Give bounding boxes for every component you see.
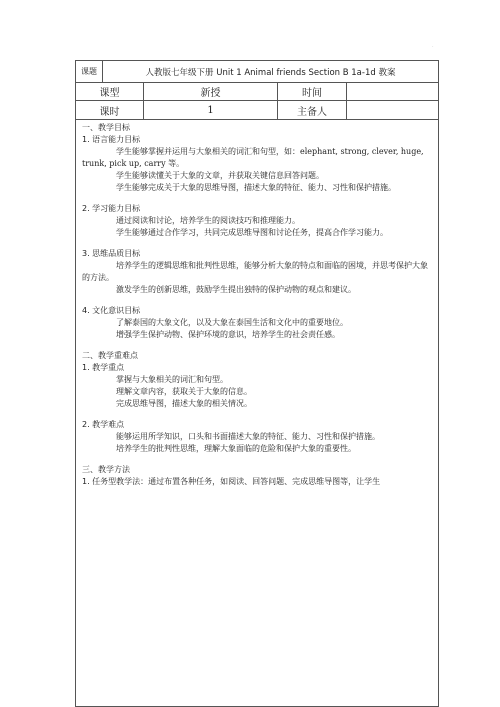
paragraph: 学生能够读懂关于大象的文章，并获取关键信息回答问题。 — [116, 171, 324, 180]
paragraph: 激发学生的创新思维，鼓励学生提出独特的保护动物的观点和建议。 — [116, 285, 356, 294]
time-value — [347, 83, 438, 100]
paragraph: 掌握与大象相关的词汇和句型。 — [116, 375, 228, 384]
paragraph: 了解泰国的大象文化，以及大象在泰国生活和文化中的重要地位。 — [116, 318, 348, 327]
paragraph: 增强学生保护动物、保护环境的意识，培养学生的社会责任感。 — [116, 330, 340, 339]
paragraph: 完成思维导图，描述大象的相关情况。 — [116, 399, 252, 408]
topic-label: 课题 — [76, 61, 103, 82]
subsection-heading: 2. 学习能力目标 — [82, 204, 141, 213]
preparer-label: 主备人 — [278, 101, 347, 119]
paragraph: 学生能够掌握并运用与大象相关的词汇和句型，如：elephant, strong, clever, huge, trunk, pick up, carry 等。 — [82, 147, 424, 168]
time-label: 时间 — [278, 83, 347, 100]
preparer-value — [347, 101, 438, 119]
subsection-heading: 4. 文化意识目标 — [82, 306, 141, 315]
subsection-heading: 1. 语言能力目标 — [82, 135, 141, 144]
paragraph: 学生能够通过合作学习，共同完成思维导图和讨论任务，提高合作学习能力。 — [116, 228, 388, 237]
type-value: 新授 — [144, 83, 278, 100]
section-heading: 三、教学方法 — [82, 465, 130, 474]
paragraph: 理解文章内容，获取关于大象的信息。 — [116, 387, 252, 396]
subsection-heading: 3. 思维品质目标 — [82, 249, 141, 258]
paragraph: 培养学生的逻辑思维和批判性思维，能够分析大象的特点和面临的困境，并思考保护大象的方法。 — [82, 261, 428, 282]
section-heading: 一、教学目标 — [82, 123, 130, 132]
subsection-heading: 1. 任务型教学法：通过布置各种任务，如阅读、回答问题、完成思维导图等，让学生 — [82, 477, 381, 486]
topic-title: 人教版七年级下册 Unit 1 Animal friends Section B 1a-1d 教案 — [145, 67, 396, 78]
header-row-type — [76, 83, 438, 101]
lesson-content — [76, 120, 438, 488]
paragraph: 通过阅读和讨论，培养学生的阅读技巧和推理能力。 — [116, 216, 300, 225]
section-heading: 二、教学重难点 — [82, 351, 138, 360]
paragraph: 能够运用所学知识，口头和书面描述大象的特征、能力、习性和保护措施。 — [116, 432, 380, 441]
period-value: 1 — [144, 101, 278, 119]
lesson-plan-table — [75, 60, 439, 707]
type-label: 课型 — [76, 83, 144, 100]
paragraph: 培养学生的批判性思维，理解大象面临的危险和保护大象的重要性。 — [116, 444, 356, 453]
page-mark: · — [432, 44, 434, 50]
paragraph: 学生能够完成关于大象的思维导图，描述大象的特征、能力、习性和保护措施。 — [116, 183, 396, 192]
period-label: 课时 — [76, 101, 144, 119]
header-row-topic — [76, 61, 438, 83]
header-row-period — [76, 101, 438, 120]
subsection-heading: 1. 教学重点 — [82, 363, 125, 372]
subsection-heading: 2. 教学难点 — [82, 420, 125, 429]
